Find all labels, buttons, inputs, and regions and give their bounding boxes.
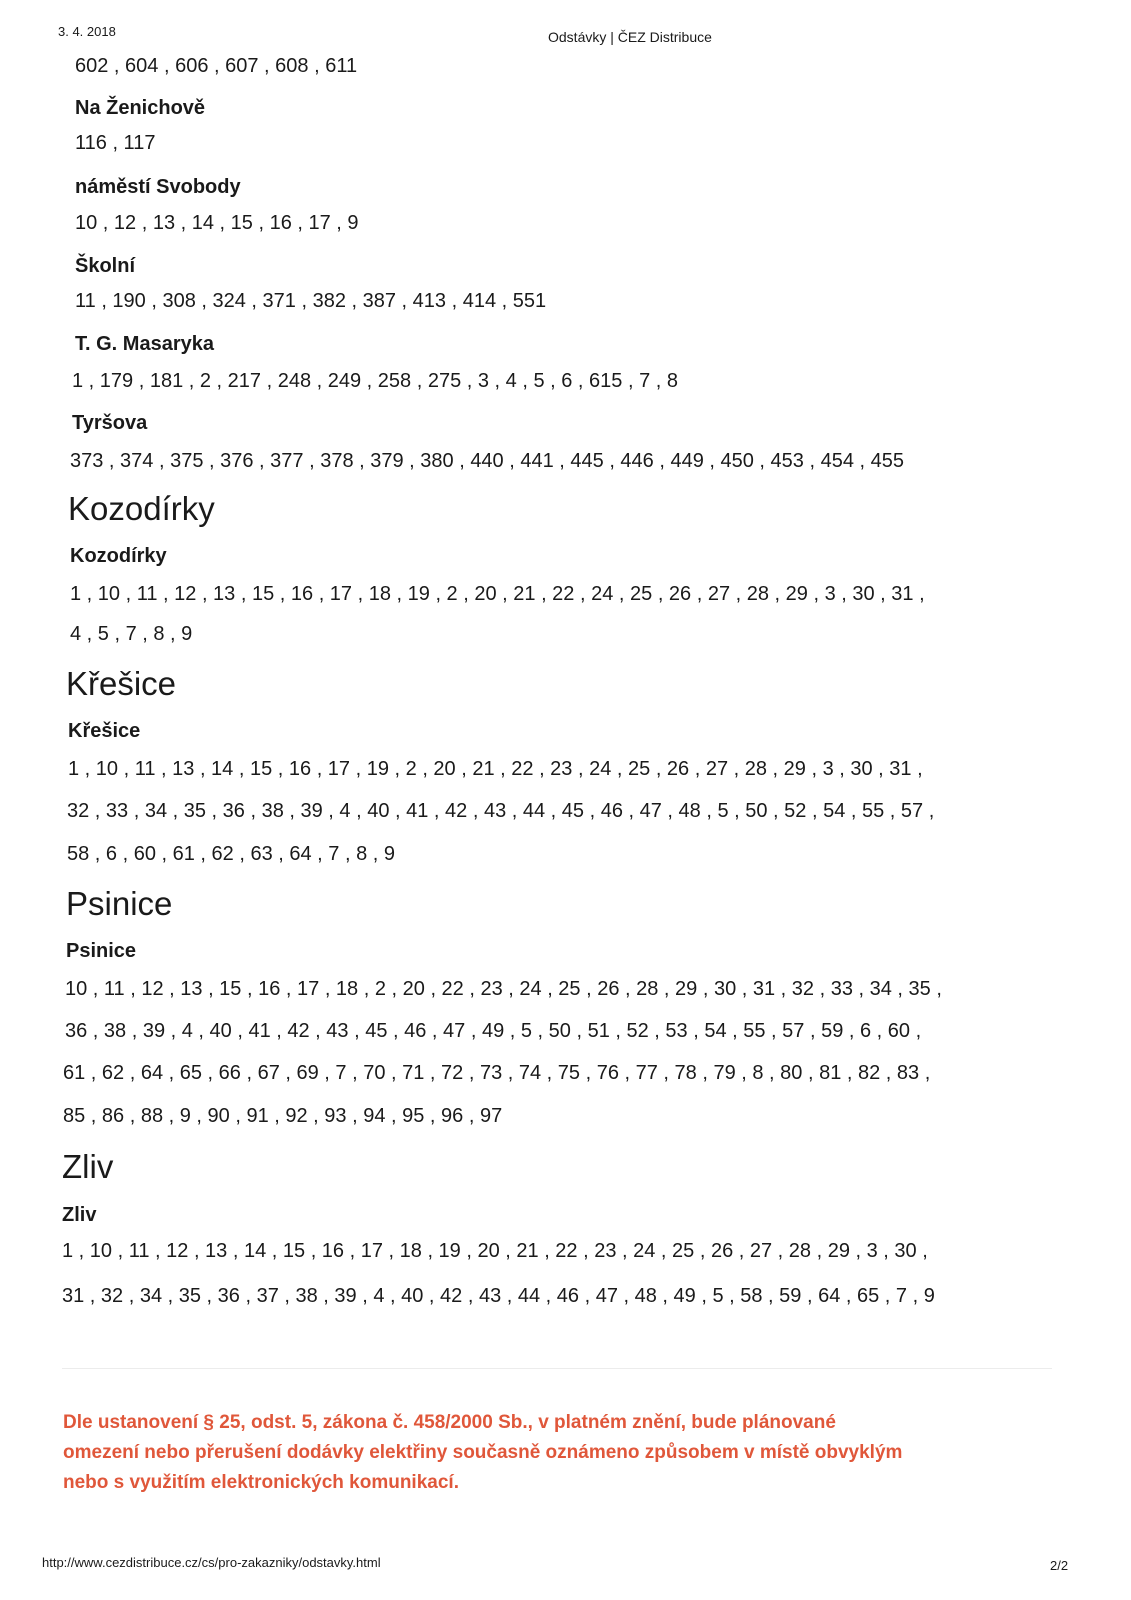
notice-line: Dle ustanovení § 25, odst. 5, zákona č. 458/2000 Sb., v platném znění, bude plánované [63,1412,836,1433]
house-numbers-line: 1 , 179 , 181 , 2 , 217 , 248 , 249 , 258 , 275 , 3 , 4 , 5 , 6 , 615 , 7 , 8 [72,370,678,392]
house-numbers-line: 61 , 62 , 64 , 65 , 66 , 67 , 69 , 7 , 70 , 71 , 72 , 73 , 74 , 75 , 76 , 77 , 78 , 79 , 8 , 80 , 81 , 82 , 83 , [63,1062,931,1084]
house-numbers-line: 58 , 6 , 60 , 61 , 62 , 63 , 64 , 7 , 8 , 9 [67,843,395,865]
house-numbers-line: 10 , 12 , 13 , 14 , 15 , 16 , 17 , 9 [75,212,359,234]
house-numbers-line: 4 , 5 , 7 , 8 , 9 [70,623,193,645]
street-name: Tyršova [72,412,148,434]
house-numbers-line: 85 , 86 , 88 , 9 , 90 , 91 , 92 , 93 , 94 , 95 , 96 , 97 [63,1105,503,1127]
house-numbers-line: 36 , 38 , 39 , 4 , 40 , 41 , 42 , 43 , 45 , 46 , 47 , 49 , 5 , 50 , 51 , 52 , 53 , 54 , 55 , 57 , 59 , 6 , 60 , [65,1020,922,1042]
legal-notice [63,1408,1063,1498]
street-name: T. G. Masaryka [75,333,214,355]
page-title: Odstávky | ČEZ Distribuce [548,29,712,45]
street-name: Psinice [66,940,137,962]
town-name: Kozodírky [68,490,215,527]
notice-line: omezení nebo přerušení dodávky elektřiny současně oznámeno způsobem v místě obvyklým [63,1442,903,1463]
house-numbers-line: 32 , 33 , 34 , 35 , 36 , 38 , 39 , 4 , 40 , 41 , 42 , 43 , 44 , 45 , 46 , 47 , 48 , 5 , 50 , 52 , 54 , 55 , 57 , [67,800,935,822]
town-name: Zliv [62,1148,114,1185]
house-numbers-line: 31 , 32 , 34 , 35 , 36 , 37 , 38 , 39 , 4 , 40 , 42 , 43 , 44 , 46 , 47 , 48 , 49 , 5 , 58 , 59 , 64 , 65 , 7 , 9 [62,1285,935,1307]
street-name: Křešice [68,720,141,742]
notice-line: nebo s využitím elektronických komunikací. [63,1472,459,1493]
town-name: Psinice [66,885,173,922]
house-numbers-line: 10 , 11 , 12 , 13 , 15 , 16 , 17 , 18 , 2 , 20 , 22 , 23 , 24 , 25 , 26 , 28 , 29 , 30 , 31 , 32 , 33 , 34 , 35 , [65,978,942,1000]
page-number: 2/2 [1050,1558,1069,1573]
house-numbers-line: 373 , 374 , 375 , 376 , 377 , 378 , 379 , 380 , 440 , 441 , 445 , 446 , 449 , 450 , 453 , 454 , 455 [70,450,904,472]
source-url: http://www.cezdistribuce.cz/cs/pro-zakazniky/odstavky.html [42,1555,381,1570]
house-numbers-line: 1 , 10 , 11 , 12 , 13 , 15 , 16 , 17 , 18 , 19 , 2 , 20 , 21 , 22 , 24 , 25 , 26 , 27 , 28 , 29 , 3 , 30 , 31 , [70,583,925,605]
house-numbers-line: 11 , 190 , 308 , 324 , 371 , 382 , 387 , 413 , 414 , 551 [75,290,547,312]
street-name: Na Ženichově [75,97,206,119]
house-numbers-line: 1 , 10 , 11 , 12 , 13 , 14 , 15 , 16 , 17 , 18 , 19 , 20 , 21 , 22 , 23 , 24 , 25 , 26 , 27 , 28 , 29 , 3 , 30 , [62,1240,928,1262]
house-numbers-line: 116 , 117 [75,132,156,154]
print-date: 3. 4. 2018 [58,24,116,39]
street-name: Kozodírky [70,545,167,567]
street-name: Školní [75,255,136,277]
house-numbers-line: 1 , 10 , 11 , 13 , 14 , 15 , 16 , 17 , 19 , 2 , 20 , 21 , 22 , 23 , 24 , 25 , 26 , 27 , 28 , 29 , 3 , 30 , 31 , [68,758,923,780]
divider [62,1368,1052,1369]
street-name: náměstí Svobody [75,176,241,198]
street-name: Zliv [62,1204,97,1226]
town-name: Křešice [66,665,177,702]
house-numbers-line: 602 , 604 , 606 , 607 , 608 , 611 [75,55,358,77]
